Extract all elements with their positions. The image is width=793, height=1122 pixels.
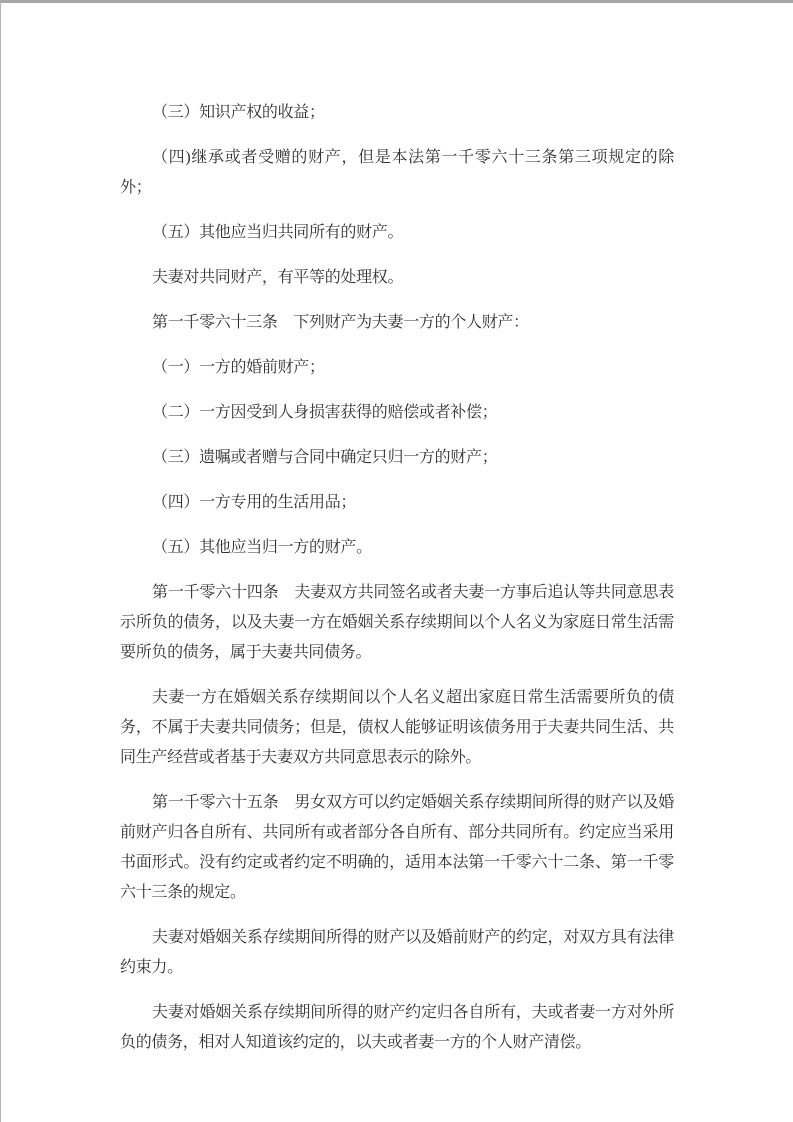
paragraph-equal-rights: 夫妻对共同财产，有平等的处理权。	[152, 269, 404, 286]
paragraph-article-1063: 第一千零六十三条 下列财产为夫妻一方的个人财产：	[152, 314, 529, 331]
paragraph-article-1065-2: 夫妻对婚姻关系存续期间所得的财产以及婚前财产的约定，对双方具有法律约束力。	[120, 929, 674, 976]
paragraph-list-item-4: （四)继承或者受赠的财产，但是本法第一千零六十三条第三项规定的除外；	[120, 149, 674, 196]
paragraph-article-1064: 第一千零六十四条 夫妻双方共同签名或者夫妻一方事后追认等共同意思表示所负的债务，以及夫妻一方在婚姻关系存续期间以个人名义为家庭日常生活需要所负的债务，属于夫妻共同债务。	[120, 584, 674, 661]
paragraph-item-2: （二）一方因受到人身损害获得的赔偿或者补偿；	[152, 404, 498, 421]
paragraph-list-item-5: （五）其他应当归共同所有的财产。	[152, 224, 404, 241]
paragraph-article-1064-2: 夫妻一方在婚姻关系存续期间以个人名义超出家庭日常生活需要所负的债务，不属于夫妻共同债务；但是，债权人能够证明该债务用于夫妻共同生活、共同生产经营或者基于夫妻双方共同意思表示的除外。	[120, 689, 674, 766]
paragraph-list-item-3: （三）知识产权的收益；	[152, 104, 325, 121]
paragraph-article-1065-3: 夫妻对婚姻关系存续期间所得的财产约定归各自所有，夫或者妻一方对外所负的债务，相对人知道该约定的，以夫或者妻一方的个人财产清偿。	[120, 1004, 674, 1051]
paragraph-article-1065: 第一千零六十五条 男女双方可以约定婚姻关系存续期间所得的财产以及婚前财产归各自所有、共同所有或者部分各自所有、部分共同所有。约定应当采用书面形式。没有约定或者约定不明确的，适用本法第一千零六十二条、第一千零六十三条的规定。	[120, 794, 674, 901]
paragraph-item-3: （三）遗嘱或者赠与合同中确定只归一方的财产；	[152, 449, 498, 466]
paragraph-item-5: （五）其他应当归一方的财产。	[152, 539, 372, 556]
paragraph-item-1: （一）一方的婚前财产；	[152, 359, 325, 376]
paragraph-item-4: （四）一方专用的生活用品；	[152, 494, 357, 511]
document-content	[1, 3, 793, 1058]
